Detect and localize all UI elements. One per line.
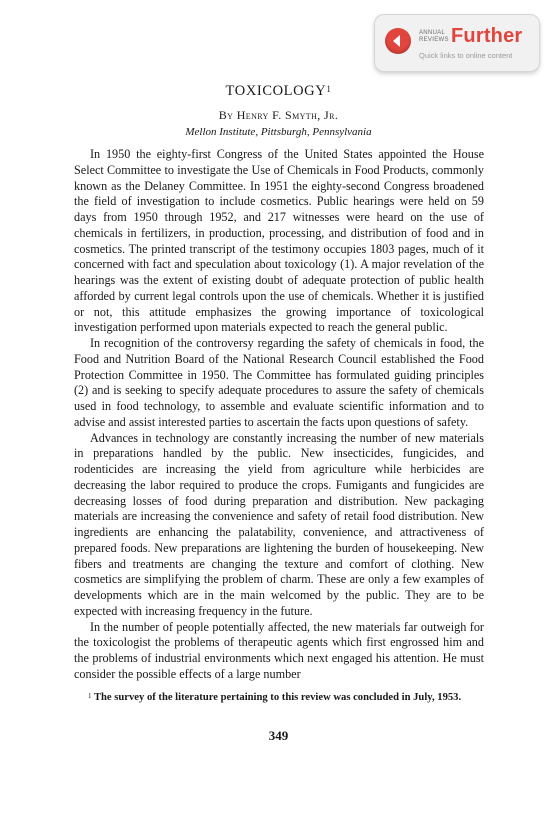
quick-links-label: Quick links to online content bbox=[419, 51, 513, 60]
article-body bbox=[74, 147, 484, 683]
further-label: Further bbox=[451, 25, 523, 47]
further-badge[interactable] bbox=[374, 14, 540, 72]
article-title bbox=[0, 82, 557, 100]
author-line: By Henry F. Smyth, Jr. bbox=[218, 108, 339, 122]
title-text: TOXICOLOGY bbox=[225, 83, 327, 99]
paragraph-1: In 1950 the eighty-first Congress of the United States appointed the House Select Committee to investigate the Use of Chemicals in Food Products, commonly known as the Delaney Committee. In 1951 the eighty-second Congress broadened the field of investigation to include cosmetics. Public hearings were held on 59 days from 1950 through 1952, and 217 witnesses were heard on the use of chemicals in fertilizers, in production, processing, and distribution of food and in cosmetics. The printed transcript of the testimony occupies 1803 pages, much of it concerned with fact and speculation about toxicology (1). A major revelation of the hearings was the extent of existing doubt of adequate protection of public health afforded by current legal controls upon the use of chemicals. Whether it is justified or not, this attitude emphasizes the growing importance of toxicological investigation performed upon materials expected to reach the general public. bbox=[74, 147, 484, 335]
title-footnote-marker: 1 bbox=[326, 84, 332, 94]
page-number: 349 bbox=[268, 728, 289, 743]
paragraph-3: Advances in technology are constantly increasing the number of new materials in preparations handled by the public. New insecticides, fungicides, and rodenticides are increasing the yield from agriculture while herbicides are decreasing the labor required to produce the crops. Fumigants and fungicides are decreasing losses of food during preparation and distribution. New packaging materials are increasing the convenience and safety of retail food distribution. New ingredients are enhancing the palatability, convenience, and attractiveness of prepared foods. New preparations are lightening the burden of housekeeping. New fibers and treatments are changing the texture and comfort of clothing. New cosmetics are simplifying the problem of charm. These are only a few examples of developments which are in the main welcomed by the public. They are to be expected with increasing frequency in the future. bbox=[74, 430, 484, 618]
footnote-text: The survey of the literature pertaining to this review was concluded in July, 1953. bbox=[93, 692, 462, 703]
paragraph-4: In the number of people potentially affected, the new materials far outweigh for the toxicologist the problems of therapeutic agents which first engrossed him and the problems of industrial environments which next engaged his attention. He must consider the possible effects of a large number bbox=[74, 619, 484, 681]
footnote-marker: 1 bbox=[88, 692, 92, 700]
paragraph-2: In recognition of the controversy regarding the safety of chemicals in food, the Food and Nutrition Board of the National Research Council established the Food Protection Committee in 1950. The Committee has formulated guiding principles (2) and is seeking to specify adequate procedures to assure the safety of chemicals used in food technology, to assemble and evaluate scientific information and to advise and assist interested parties to ascertain the facts upon questions of safety. bbox=[74, 336, 484, 429]
footnote bbox=[74, 690, 484, 705]
annual-reviews-label: ANNUAL REVIEWS bbox=[419, 30, 449, 43]
play-triangle-icon bbox=[385, 28, 411, 54]
affiliation-line: Mellon Institute, Pittsburgh, Pennsylvania bbox=[185, 126, 372, 138]
